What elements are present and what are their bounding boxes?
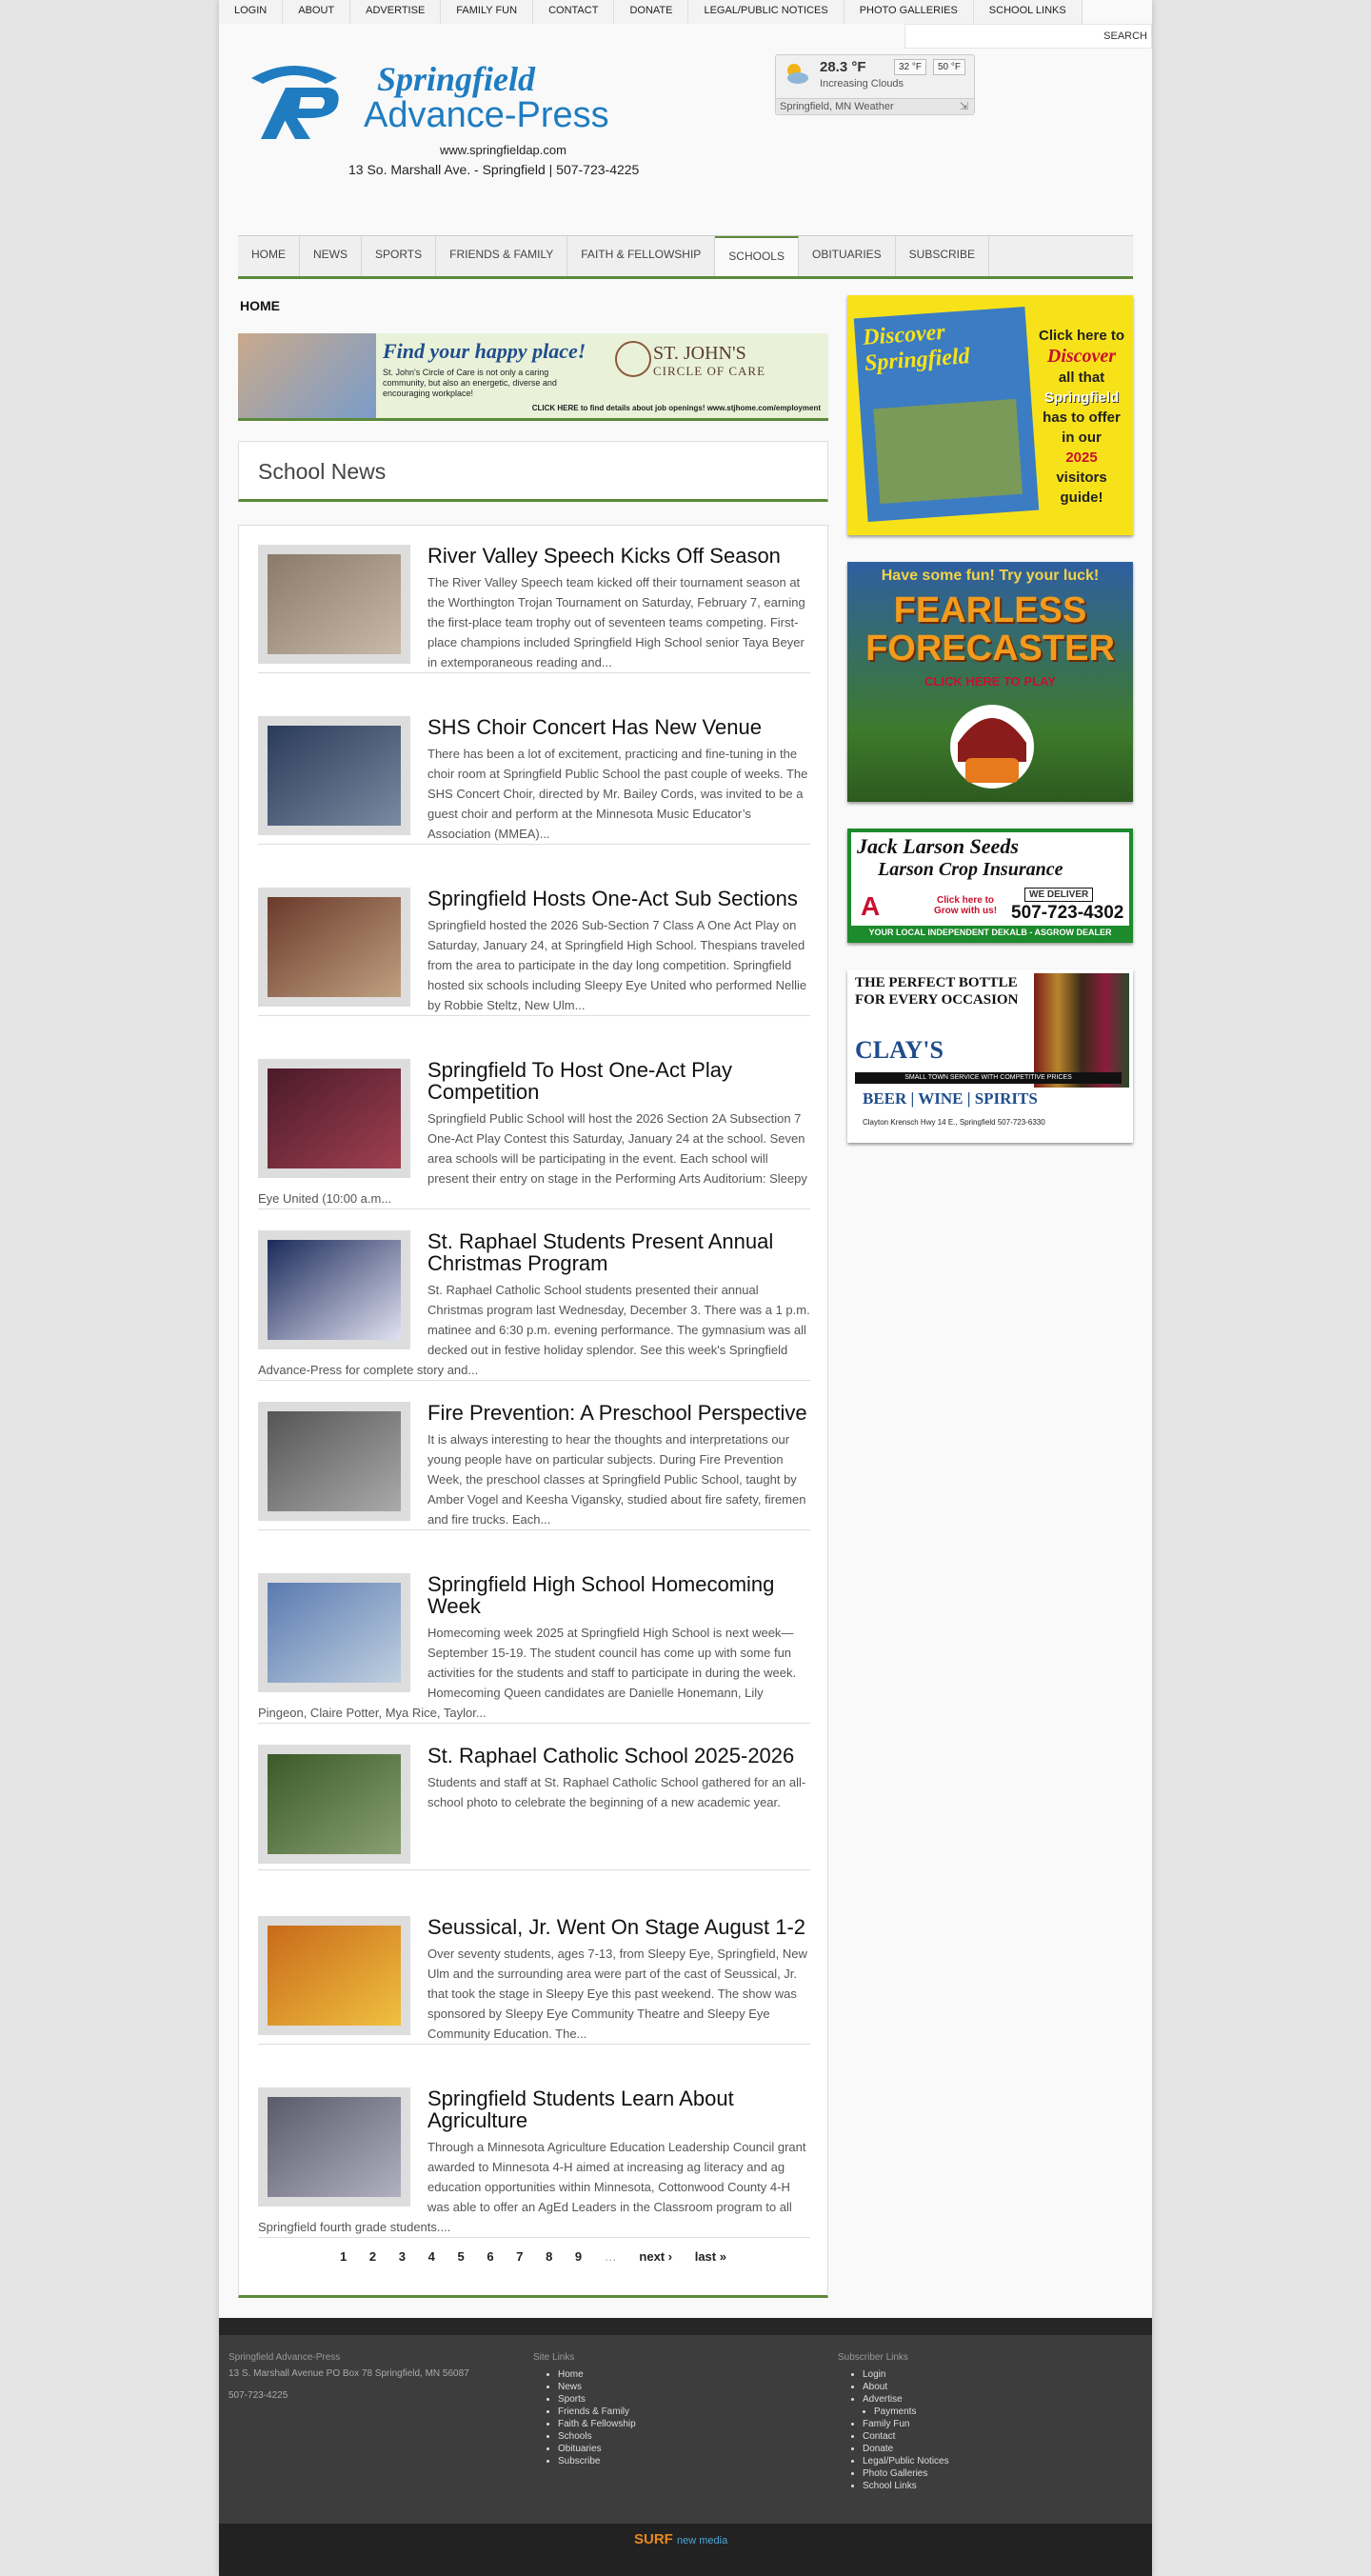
article-item	[258, 1230, 810, 1381]
article-item	[258, 1573, 810, 1724]
page-8[interactable]: 8	[546, 2249, 553, 2264]
footer-col1-title: Springfield Advance-Press	[228, 2352, 341, 2363]
banner-headline: Find your happy place!	[383, 339, 586, 363]
article-item	[258, 888, 810, 1016]
nav-sports[interactable]: SPORTS	[362, 236, 436, 276]
forecaster-title-1: FEARLESS	[893, 590, 1087, 630]
nav-faith-fellowship[interactable]: FAITH & FELLOWSHIP	[567, 236, 715, 276]
weather-location-label: Springfield, MN Weather	[780, 101, 894, 112]
article-item	[258, 1916, 810, 2045]
article-title[interactable]: Springfield Students Learn About Agriculture	[427, 2087, 734, 2132]
article-thumbnail[interactable]	[258, 888, 410, 1007]
discover-line-6: in our	[1062, 429, 1102, 446]
discover-line-2: Discover	[1046, 346, 1117, 367]
weather-temp: 28.3 °F	[820, 59, 866, 75]
article-thumbnail[interactable]	[258, 1402, 410, 1521]
visitors-guide-cover	[854, 307, 1039, 522]
article-excerpt: Through a Minnesota Agriculture Education Leadership Council grant awarded to Minnesota 4-H aimed at increasing ag literacy and ag education opportunities within Minnesota, Cottonwood County 4-H was able to offer an AgEd Leaders in the Classroom program to all Springfield fourth grade students....	[258, 2140, 806, 2234]
last-page-link[interactable]: last »	[694, 2249, 726, 2264]
discover-line-5: has to offer	[1043, 409, 1121, 426]
logo-mark-icon	[242, 59, 347, 145]
article-excerpt: It is always interesting to hear the thoughts and interpretations our young people have on particular subjects. During Fire Prevention Week, the preschool classes at Springfield Public School, taught by Amber Vogel and Keesha Vigansky, studied about fire safety, firemen and fire trucks. Each...	[427, 1432, 806, 1527]
page-6[interactable]: 6	[487, 2249, 494, 2264]
utility-nav-login[interactable]: LOGIN	[219, 0, 283, 24]
discover-line-7: 2025	[1065, 449, 1098, 466]
breadcrumb[interactable]: HOME	[240, 298, 280, 313]
footer-link[interactable]: • Photo Galleries	[863, 2467, 1123, 2480]
article-excerpt: Students and staff at St. Raphael Catholic School gathered for an all-school photo to celebrate the beginning of a new academic year.	[427, 1775, 806, 1809]
article-excerpt: Springfield hosted the 2026 Sub-Section 7 Class A One Act Play on Saturday, January 24, at Springfield High School. Thespians traveled from the area to participate in the day long competition. Springfield hosted six schools including Sleepy Eye United who performed Nellie by Robbie Steltz, New Ulm...	[427, 918, 807, 1012]
surf-logo-sub: new media	[677, 2535, 728, 2546]
footer-link[interactable]: • Advertise	[863, 2393, 1123, 2406]
pagination	[239, 2249, 827, 2264]
discover-line-1: Click here to	[1038, 328, 1125, 344]
article-photo-icon	[268, 1583, 401, 1683]
page-4[interactable]: 4	[427, 2249, 435, 2264]
nav-schools[interactable]: SCHOOLS	[715, 236, 799, 276]
expand-arrow-icon[interactable]: ⇲	[959, 101, 968, 112]
section-title: School News	[258, 459, 387, 484]
larson-seeds-ad[interactable]	[847, 829, 1133, 943]
heart-logo-icon	[615, 341, 651, 377]
nav-obituaries[interactable]: OBITUARIES	[799, 236, 896, 276]
weather-location	[776, 98, 974, 114]
utility-nav-donate[interactable]: DONATE	[614, 0, 688, 24]
article-photo-icon	[268, 2097, 401, 2197]
section-header	[238, 441, 828, 502]
larson-line-2: Larson Crop Insurance	[878, 859, 1063, 880]
article-item	[258, 1059, 810, 1209]
footer-col-subscriber-links	[838, 2352, 1123, 2492]
page-9[interactable]: 9	[574, 2249, 583, 2264]
weather-high: 32 °F	[894, 59, 926, 75]
guide-cover-photo	[873, 399, 1023, 504]
article-thumbnail[interactable]	[258, 1230, 410, 1349]
utility-nav-school-links[interactable]: SCHOOL LINKS	[974, 0, 1083, 24]
footer-link[interactable]: • Sports	[558, 2393, 819, 2406]
logo-url: www.springfieldap.com	[440, 143, 566, 157]
footer-link[interactable]: • Login	[863, 2368, 1123, 2381]
utility-nav-family-fun[interactable]: FAMILY FUN	[441, 0, 533, 24]
page-7[interactable]: 7	[516, 2249, 524, 2264]
nav-friends-family[interactable]: FRIENDS & FAMILY	[436, 236, 567, 276]
clays-address: Clayton Krensch Hwy 14 E., Springfield 507-723-6330	[863, 1118, 1045, 1127]
weather-widget[interactable]	[775, 54, 975, 115]
article-thumbnail[interactable]	[258, 1745, 410, 1864]
logo-title-line1: Springfield	[377, 60, 536, 98]
weather-condition: Increasing Clouds	[820, 78, 904, 90]
clays-brand: CLAY'S	[855, 1036, 944, 1064]
article-thumbnail[interactable]	[258, 1916, 410, 2035]
footer-col-site-links	[533, 2352, 819, 2467]
footer-link[interactable]: • Legal/Public Notices	[863, 2455, 1123, 2467]
article-thumbnail[interactable]	[258, 1573, 410, 1692]
footer-col2-title: Site Links	[533, 2352, 575, 2363]
clays-line-1: THE PERFECT BOTTLE	[855, 975, 1018, 990]
page-5[interactable]: 5	[457, 2249, 465, 2264]
logo-title-line2: Advance-Press	[364, 95, 609, 135]
article-excerpt: Homecoming week 2025 at Springfield High School is next week—September 15-19. The student council has come up with some fun activities for the students and staff to participate in during the week. Homecoming Queen candidates are Danielle Honemann, Lily Pingeon, Claire Potter, Mya Rice, Taylor...	[258, 1626, 797, 1720]
article-photo-icon	[268, 1411, 401, 1511]
article-title[interactable]: Seussical, Jr. Went On Stage August 1-2	[427, 1915, 806, 1939]
article-item	[258, 1402, 810, 1530]
footer-link[interactable]: • News	[558, 2381, 819, 2393]
footer-link[interactable]: • Obituaries	[558, 2443, 819, 2455]
banner-body: St. John's Circle of Care is not only a caring community, but also an energetic, diverse and encouraging workplace!	[383, 368, 557, 398]
partly-cloudy-icon	[782, 61, 810, 86]
clays-line-2: FOR EVERY OCCASION	[855, 992, 1019, 1008]
nav-news[interactable]: NEWS	[300, 236, 362, 276]
weather-low: 50 °F	[933, 59, 965, 75]
clays-ad[interactable]	[847, 969, 1133, 1143]
article-title[interactable]: Fire Prevention: A Preschool Perspective	[427, 1401, 807, 1425]
utility-nav-photo-galleries[interactable]: PHOTO GALLERIES	[844, 0, 974, 24]
larson-deliver: WE DELIVER	[1024, 888, 1093, 902]
article-item	[258, 545, 810, 673]
footer-link[interactable]: • Faith & Fellowship	[558, 2418, 819, 2430]
forecaster-top-text: Have some fun! Try your luck!	[881, 568, 1100, 584]
article-item	[258, 1745, 810, 1870]
larson-grow: Click here to Grow with us!	[933, 895, 998, 916]
footer-link[interactable]: • Payments	[874, 2406, 1123, 2418]
page-2[interactable]: 2	[368, 2249, 377, 2264]
utility-nav-legal-notices[interactable]: LEGAL/PUBLIC NOTICES	[688, 0, 844, 24]
article-photo-icon	[268, 554, 401, 654]
nav-home[interactable]: HOME	[238, 236, 300, 276]
surf-logo[interactable]	[634, 2531, 727, 2547]
article-photo-icon	[268, 726, 401, 826]
article-title[interactable]: Springfield High School Homecoming Week	[427, 1572, 775, 1618]
article-title[interactable]: SHS Choir Concert Has New Venue	[427, 715, 762, 739]
search-box[interactable]: SEARCH	[904, 24, 1152, 49]
banner-brand-sub: CIRCLE OF CARE	[653, 364, 766, 378]
footer	[219, 2318, 1152, 2524]
footer-link[interactable]: • Donate	[863, 2443, 1123, 2455]
footer-phone: 507-723-4225	[228, 2390, 288, 2401]
subfooter	[219, 2524, 1152, 2576]
article-thumbnail[interactable]	[258, 1059, 410, 1178]
footer-link[interactable]: • About	[863, 2381, 1123, 2393]
article-title[interactable]: St. Raphael Catholic School 2025-2026	[427, 1744, 795, 1767]
site-logo[interactable]	[242, 55, 680, 179]
wine-bottles-image	[1034, 973, 1129, 1088]
banner-photo	[238, 333, 376, 418]
main-nav	[238, 235, 1133, 279]
discover-line-4: Springfield	[1043, 389, 1120, 406]
larson-phone: 507-723-4302	[1011, 903, 1124, 923]
article-thumbnail[interactable]	[258, 2087, 410, 2207]
page-ellipsis: …	[604, 2249, 617, 2264]
article-photo-icon	[268, 1754, 401, 1854]
footer-link[interactable]: • Subscribe	[558, 2455, 819, 2467]
larson-footer: YOUR LOCAL INDEPENDENT DEKALB - ASGROW DEALER	[851, 926, 1129, 939]
article-excerpt: St. Raphael Catholic School students presented their annual Christmas program last Wednesday, December 3. There was a 1 p.m. matinee and 6:30 p.m. evening performance. The gymnasium was all decked out in festive holiday splendor. See this week's Springfield Advance-Press for complete story and...	[258, 1283, 810, 1377]
page-3[interactable]: 3	[398, 2249, 406, 2264]
asgrow-logo-icon: A	[861, 891, 881, 921]
footer-link[interactable]: • Contact	[863, 2430, 1123, 2443]
footer-col3-title: Subscriber Links	[838, 2352, 908, 2363]
article-title[interactable]: St. Raphael Students Present Annual Christmas Program	[427, 1229, 774, 1275]
footer-link[interactable]: • Friends & Family	[558, 2406, 819, 2418]
utility-nav-contact[interactable]: CONTACT	[533, 0, 614, 24]
article-item	[258, 2087, 810, 2238]
fearless-forecaster-ad[interactable]	[847, 562, 1133, 802]
discover-springfield-ad[interactable]	[847, 295, 1133, 535]
footer-link[interactable]: • Schools	[558, 2430, 819, 2443]
page	[219, 0, 1152, 2576]
article-thumbnail[interactable]	[258, 716, 410, 835]
st-johns-banner-ad[interactable]	[238, 333, 828, 421]
article-excerpt: Springfield Public School will host the 2026 Section 2A Subsection 7 One-Act Play Contest this Saturday, January 24 at the school. Seven area schools will be participating in the event. Each school will present their entry on stage in the Performing Arts Auditorium: Sleepy Eye United (10:00 a.m...	[258, 1111, 807, 1206]
article-title[interactable]: Springfield To Host One-Act Play Competition	[427, 1058, 732, 1104]
article-title[interactable]: River Valley Speech Kicks Off Season	[427, 544, 781, 568]
forecaster-title-2: FORECASTER	[865, 629, 1115, 669]
discover-line-8: visitors guide!	[1056, 469, 1107, 506]
forecaster-cta: CLICK HERE TO PLAY	[924, 674, 1056, 689]
article-photo-icon	[268, 1240, 401, 1340]
banner-cta: CLICK HERE to find details about job openings! www.stjhome.com/employment	[531, 404, 821, 412]
discover-line-3: all that	[1058, 369, 1105, 386]
football-helmet-icon	[946, 695, 1038, 794]
article-thumbnail[interactable]	[258, 545, 410, 664]
larson-line-1: Jack Larson Seeds	[857, 834, 1019, 858]
footer-link[interactable]: • Home	[558, 2368, 819, 2381]
footer-col-info	[228, 2352, 514, 2401]
article-photo-icon	[268, 1926, 401, 2026]
article-title[interactable]: Springfield Hosts One-Act Sub Sections	[427, 887, 798, 910]
footer-address: 13 S. Marshall Avenue PO Box 78 Springfield, MN 56087	[228, 2368, 469, 2379]
footer-link[interactable]: • School Links	[863, 2480, 1123, 2492]
banner-brand: ST. JOHN'S	[653, 343, 746, 364]
nav-subscribe[interactable]: SUBSCRIBE	[896, 236, 989, 276]
clays-bws: BEER | WINE | SPIRITS	[863, 1089, 1038, 1108]
utility-nav-advertise[interactable]: ADVERTISE	[350, 0, 441, 24]
guide-cover-title: Discover Springfield	[862, 319, 971, 376]
discover-ad-text	[1034, 326, 1129, 508]
article-excerpt: The River Valley Speech team kicked off their tournament season at the Worthington Trojan Tournament on Saturday, February 7, earning the first-place team trophy out of seventeen teams competing. First-place champions included Springfield High School senior Taya Beyer in extemporaneous reading and...	[427, 575, 805, 669]
article-photo-icon	[268, 897, 401, 997]
surf-logo-text: SURF	[634, 2531, 673, 2547]
article-photo-icon	[268, 1068, 401, 1168]
utility-nav	[219, 0, 1083, 24]
article-excerpt: Over seventy students, ages 7-13, from Sleepy Eye, Springfield, New Ulm and the surrounding area were part of the cast of Seussical, Jr. that took the stage in Sleepy Eye this past weekend. The show was sponsored by Sleepy Eye Community Theatre and Sleepy Eye Community Education. The...	[427, 1947, 807, 2041]
logo-address: 13 So. Marshall Ave. - Springfield | 507-723-4225	[348, 162, 640, 177]
footer-link[interactable]: • Family Fun	[863, 2418, 1123, 2430]
article-excerpt: There has been a lot of excitement, practicing and fine-tuning in the choir room at Springfield Public School the past couple of weeks. The SHS Concert Choir, directed by Mr. Bailey Cords, was invited to be a guest choir and perform at the Minnesota Music Educator’s Association (MMEA)...	[427, 747, 808, 841]
article-item	[258, 716, 810, 845]
next-page-link[interactable]: next ›	[639, 2249, 673, 2264]
utility-nav-about[interactable]: ABOUT	[283, 0, 350, 24]
clays-tagline: SMALL TOWN SERVICE WITH COMPETITIVE PRICES	[855, 1072, 1122, 1084]
page-1[interactable]: 1	[340, 2249, 348, 2264]
article-list	[238, 525, 828, 2298]
